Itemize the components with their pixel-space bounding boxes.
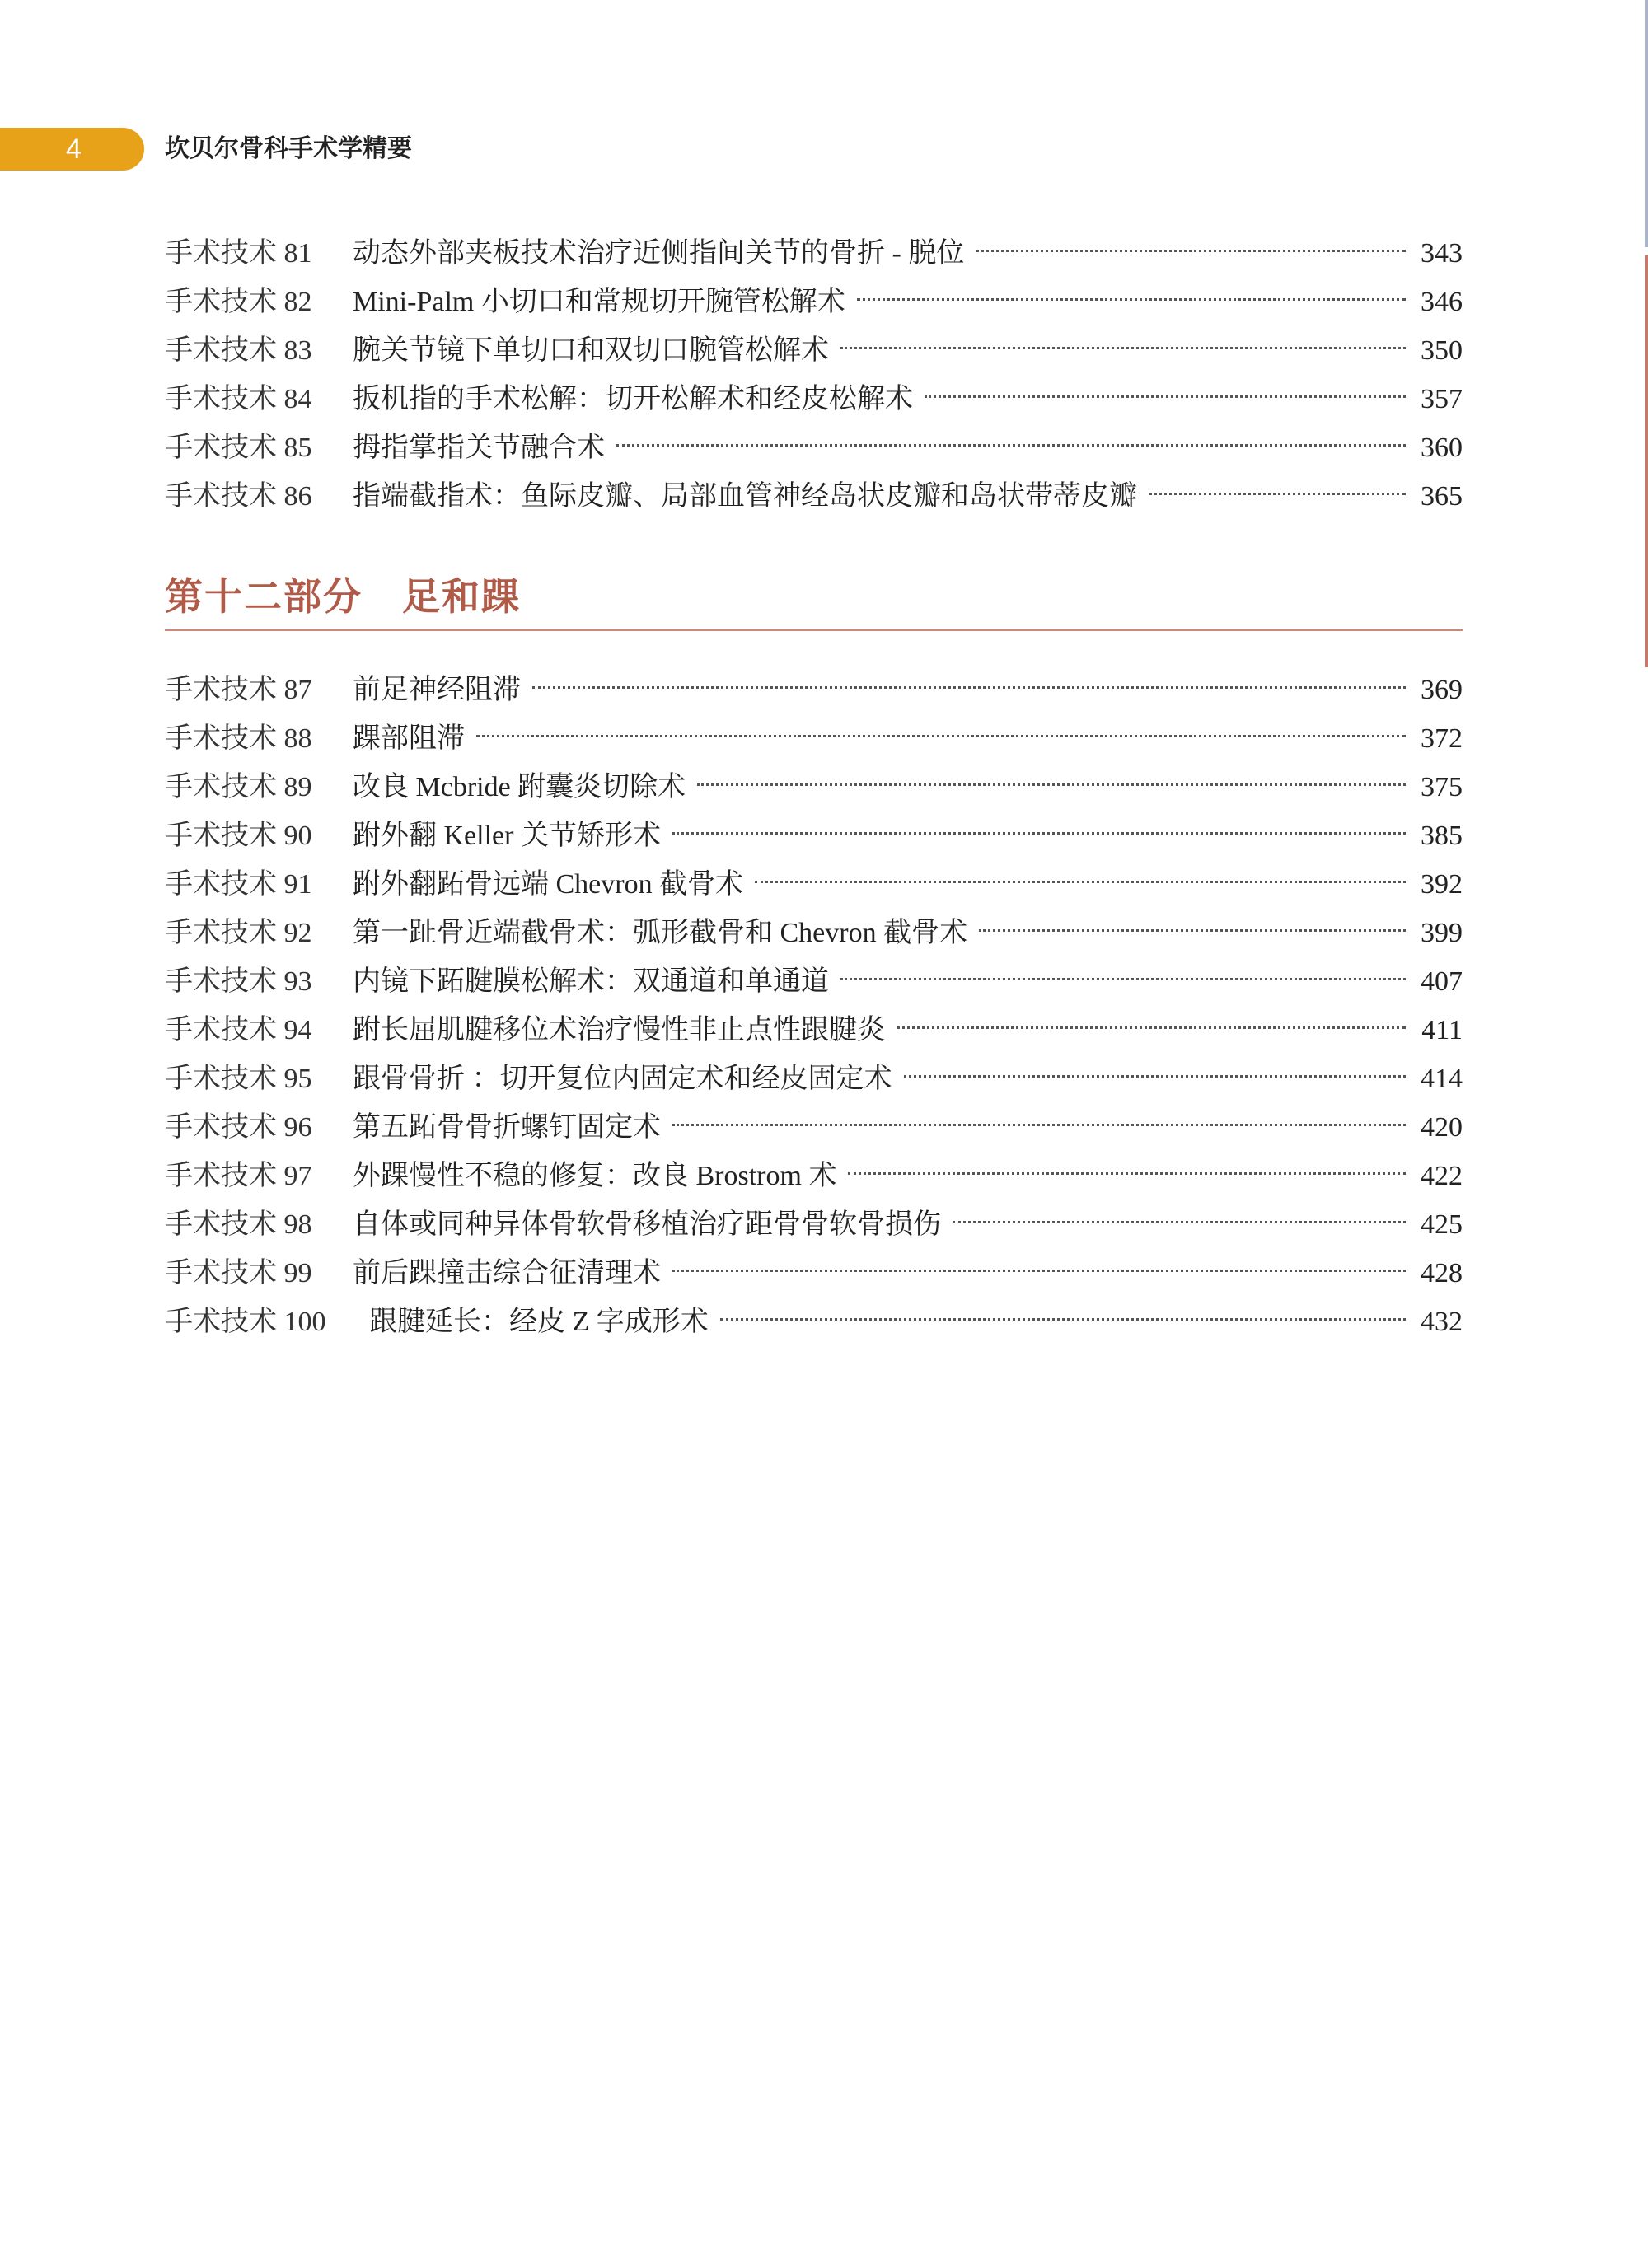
toc-entry-title: 跟骨骨折 ：切开复位内固定术和经皮固定术 <box>353 1064 892 1094</box>
toc-list-foot-ankle <box>165 666 1463 1346</box>
toc-entry-page: 372 <box>1421 723 1463 754</box>
toc-leader-dots <box>848 1144 1406 1175</box>
toc-entry-label: 手术技术 97 <box>165 1161 312 1191</box>
toc-entry[interactable] <box>165 1298 1463 1346</box>
toc-entry-label: 手术技术 96 <box>165 1112 312 1143</box>
toc-entry-label: 手术技术 93 <box>165 966 312 997</box>
toc-entry-page: 428 <box>1421 1258 1463 1288</box>
toc-entry-page: 432 <box>1421 1307 1463 1337</box>
toc-entry-page: 420 <box>1421 1112 1463 1143</box>
toc-entry-page: 422 <box>1421 1161 1463 1191</box>
toc-entry-title: Mini-Palm 小切口和常规切开腕管松解术 <box>353 287 845 317</box>
toc-entry-title: 跗外翻跖骨远端 Chevron 截骨术 <box>353 869 744 900</box>
toc-entry-page: 414 <box>1421 1064 1463 1094</box>
toc-leader-dots <box>979 901 1406 932</box>
toc-entry-label: 手术技术 82 <box>165 287 312 317</box>
toc-leader-dots <box>857 270 1406 301</box>
toc-entry-page: 411 <box>1421 1015 1463 1045</box>
toc-leader-dots <box>976 222 1406 252</box>
toc-entry-page: 385 <box>1421 821 1463 851</box>
toc-leader-dots <box>476 707 1406 737</box>
toc-entry-title: 第一趾骨近端截骨术：弧形截骨和 Chevron 截骨术 <box>353 918 968 948</box>
toc-leader-dots <box>532 658 1406 689</box>
toc-entry-label: 手术技术 87 <box>165 675 312 705</box>
toc-entry-label: 手术技术 81 <box>165 238 312 269</box>
toc-entry-page: 369 <box>1421 675 1463 705</box>
toc-entry-title: 动态外部夹板技术治疗近侧指间关节的骨折 - 脱位 <box>353 238 965 269</box>
toc-entry-title: 腕关节镜下单切口和双切口腕管松解术 <box>353 335 829 366</box>
toc-entry-title: 踝部阻滞 <box>353 723 465 754</box>
toc-entry-title: 第五跖骨骨折螺钉固定术 <box>353 1112 661 1143</box>
toc-entry-label: 手术技术 92 <box>165 918 312 948</box>
toc-entry-title: 跗外翻 Keller 关节矫形术 <box>353 821 661 851</box>
toc-entry-page: 407 <box>1421 966 1463 997</box>
toc-entry-label: 手术技术 98 <box>165 1209 312 1240</box>
toc-entry-label: 手术技术 95 <box>165 1064 312 1094</box>
page-number: 4 <box>66 133 82 165</box>
toc-entry-page: 350 <box>1421 335 1463 366</box>
toc-entry-label: 手术技术 100 <box>165 1307 326 1337</box>
toc-entry-page: 425 <box>1421 1209 1463 1240</box>
toc-leader-dots <box>672 804 1406 835</box>
toc-leader-dots <box>840 319 1406 349</box>
toc-entry-label: 手术技术 83 <box>165 335 312 366</box>
toc-entry-page: 399 <box>1421 918 1463 948</box>
toc-entry-title: 内镜下跖腱膜松解术：双通道和单通道 <box>353 966 829 997</box>
toc-entry-label: 手术技术 89 <box>165 772 312 802</box>
toc-entry-page: 360 <box>1421 433 1463 463</box>
toc-entry-title: 指端截指术：鱼际皮瓣、局部血管神经岛状皮瓣和岛状带蒂皮瓣 <box>353 481 1137 512</box>
toc-entry-label: 手术技术 99 <box>165 1258 312 1288</box>
toc-entry-page: 346 <box>1421 287 1463 317</box>
toc-entry-title: 改良 Mcbride 跗囊炎切除术 <box>353 772 686 802</box>
toc-entry-label: 手术技术 91 <box>165 869 312 900</box>
toc-leader-dots <box>697 755 1406 786</box>
toc-leader-dots <box>925 367 1406 398</box>
toc-entry-title: 自体或同种异体骨软骨移植治疗距骨骨软骨损伤 <box>353 1209 941 1240</box>
section-edge-mark <box>1645 255 1648 667</box>
toc-leader-dots <box>672 1096 1406 1126</box>
toc-entry-title: 前足神经阻滞 <box>353 675 521 705</box>
toc-entry-label: 手术技术 94 <box>165 1015 312 1045</box>
toc-leader-dots <box>1149 465 1406 495</box>
toc-entry-label: 手术技术 86 <box>165 481 312 512</box>
toc-entry-page: 343 <box>1421 238 1463 269</box>
toc-entry-page: 365 <box>1421 481 1463 512</box>
toc-entry-title: 跟腱延长：经皮 Z 字成形术 <box>369 1307 709 1337</box>
toc-leader-dots <box>897 998 1406 1029</box>
toc-entry-label: 手术技术 84 <box>165 384 312 414</box>
toc-entry-page: 375 <box>1421 772 1463 802</box>
toc-leader-dots <box>840 950 1406 980</box>
toc-entry-page: 357 <box>1421 384 1463 414</box>
toc-entry-label: 手术技术 88 <box>165 723 312 754</box>
toc-entry-title: 外踝慢性不稳的修复：改良 Brostrom 术 <box>353 1161 837 1191</box>
toc-entry-title: 前后踝撞击综合征清理术 <box>353 1258 661 1288</box>
toc-leader-dots <box>953 1193 1406 1223</box>
toc-leader-dots <box>755 853 1406 883</box>
toc-entry-title: 跗长屈肌腱移位术治疗慢性非止点性跟腱炎 <box>353 1015 885 1045</box>
book-title: 坎贝尔骨科手术学精要 <box>165 134 412 163</box>
section-heading-text: 第十二部分 足和踝 <box>165 574 521 619</box>
toc-leader-dots <box>672 1242 1406 1272</box>
toc-entry[interactable] <box>165 472 1463 521</box>
toc-entry-page: 392 <box>1421 869 1463 900</box>
toc-entry-label: 手术技术 90 <box>165 821 312 851</box>
toc-entry-title: 拇指掌指关节融合术 <box>353 433 605 463</box>
toc-list-hand <box>165 229 1463 521</box>
page-edge-mark <box>1645 0 1648 247</box>
toc-leader-dots <box>904 1047 1407 1078</box>
section-heading <box>165 567 1463 631</box>
toc-leader-dots <box>616 416 1406 447</box>
toc-entry-title: 扳机指的手术松解：切开松解术和经皮松解术 <box>353 384 913 414</box>
toc-entry-label: 手术技术 85 <box>165 433 312 463</box>
toc-leader-dots <box>720 1290 1406 1321</box>
